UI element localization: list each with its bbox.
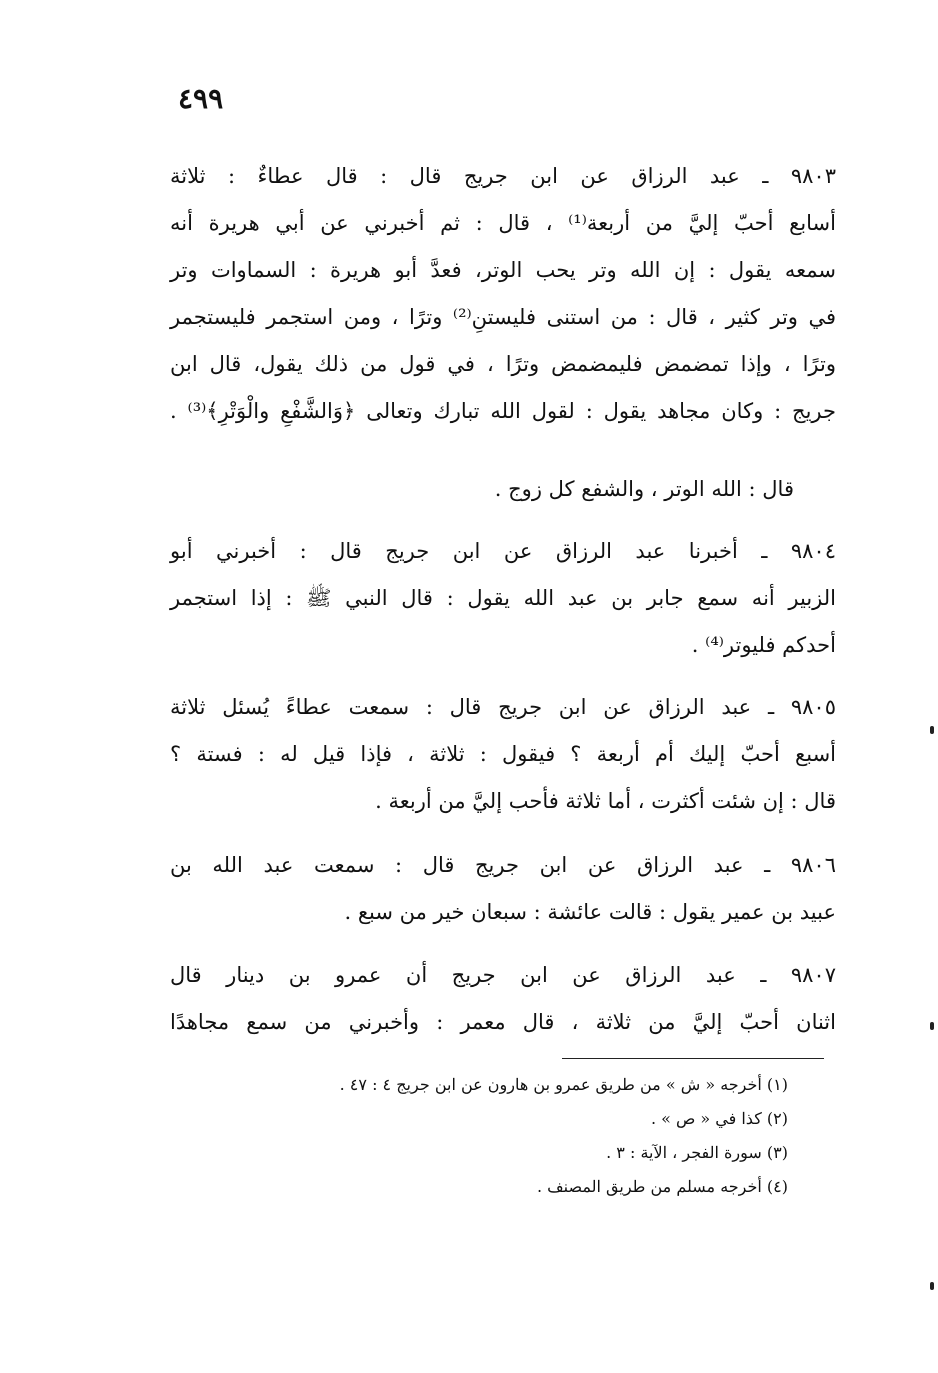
page-number: ٤٩٩ <box>178 82 224 115</box>
footnote-3: (٣) سورة الفجر ، الآية : ٣ . <box>606 1143 788 1162</box>
hadith-9806-line-1: ٩٨٠٦ ـ عبد الرزاق عن ابن جريج قال : سمعت عبد الله بن <box>170 853 836 877</box>
hadith-9803-continuation <box>170 466 836 513</box>
hadith-9805 <box>170 684 836 825</box>
hadith-9803-line-6: جريج : وكان مجاهد يقول : لقول الله تبارك وتعالى ﴿وَالشَّفْعِ والْوَتْرِ﴾⁽³⁾ . <box>170 399 836 423</box>
scan-speck <box>930 726 934 734</box>
hadith-9803 <box>170 153 836 435</box>
footnote-divider <box>562 1058 824 1059</box>
footnote-1: (١) أخرجه « ش » من طريق عمرو بن هارون عن ابن جريج ٤ : ٤٧ . <box>339 1075 788 1094</box>
scan-speck <box>930 1282 934 1290</box>
hadith-9805-line-2: أسبع أحبّ إليك أم أربعة ؟ فيقول : ثلاثة ، فإذا قيل له : فستة ؟ <box>170 742 836 766</box>
hadith-9805-line-1: ٩٨٠٥ ـ عبد الرزاق عن ابن جريج قال : سمعت عطاءً يُسئل ثلاثة <box>170 695 836 719</box>
hadith-9804-line-1: ٩٨٠٤ ـ أخبرنا عبد الرزاق عن ابن جريج قال : أخبرني أبو <box>170 539 836 563</box>
hadith-9803-line-3: سمعه يقول : إن الله وتر يحب الوتر، فعدَّ أبو هريرة : السماوات وتر <box>170 258 836 282</box>
hadith-9803-line-5: وترًا ، وإذا تمضمض فليمضمض وترًا ، في قول من ذلك يقول، قال ابن <box>170 352 836 376</box>
hadith-9806 <box>170 842 836 936</box>
hadith-9804-line-3: أحدكم فليوتر⁽⁴⁾ . <box>691 633 836 657</box>
footnote-4: (٤) أخرجه مسلم من طريق المصنف . <box>536 1177 788 1196</box>
hadith-9807 <box>170 952 836 1046</box>
hadith-9807-line-1: ٩٨٠٧ ـ عبد الرزاق عن ابن جريج أن عمرو بن دينار قال <box>170 963 836 987</box>
hadith-9804 <box>170 528 836 669</box>
hadith-9805-line-3: قال : إن شئت أكثرت ، أما ثلاثة فأحب إليَّ من أربعة . <box>375 789 836 813</box>
scan-speck <box>930 1022 934 1030</box>
hadith-9803-line-1: ٩٨٠٣ ـ عبد الرزاق عن ابن جريج قال : قال عطاءٌ : ثلاثة <box>170 164 836 188</box>
hadith-9806-line-2: عبيد بن عمير يقول : قالت عائشة : سبعان خير من سبع . <box>344 900 836 924</box>
hadith-9807-line-2: اثنان أحبّ إليَّ من ثلاثة ، قال معمر : وأخبرني من سمع مجاهدًا <box>170 1010 836 1034</box>
footnotes <box>200 1068 788 1204</box>
hadith-9803-line-2: أسابع أحبّ إليَّ من أربعة⁽¹⁾ ، قال : ثم أخبرني عن أبي هريرة أنه <box>170 211 836 235</box>
hadith-9803-line-4: في وتر كثير ، قال : من استنى فليستنِ⁽²⁾ وترًا ، ومن استجمر فليستجمر <box>170 305 836 329</box>
hadith-9804-line-2: الزبير أنه سمع جابر بن عبد الله يقول : قال النبي ﷺ : إذا استجمر <box>170 586 836 610</box>
footnote-2: (٢) كذا في « ص » . <box>650 1109 788 1128</box>
hadith-9803-continuation-line: قال : الله الوتر ، والشفع كل زوج . <box>494 477 794 501</box>
